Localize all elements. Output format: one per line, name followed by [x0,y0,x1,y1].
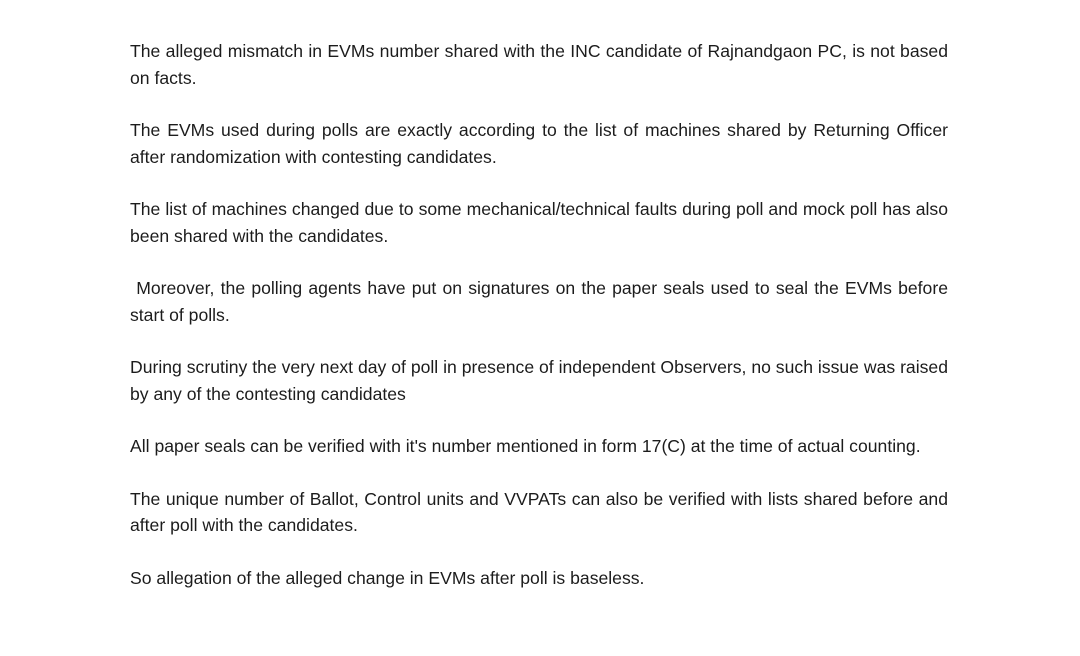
paragraph-paper-seals: All paper seals can be verified with it's number mentioned in form 17(C) at the time of actual counting. [130,436,921,456]
document-body [130,38,948,617]
paragraph-evm-list: The EVMs used during polls are exactly according to the list of machines shared by Returning Officer after randomization with contesting candidates. [130,120,948,167]
paragraph-conclusion: So allegation of the alleged change in EVMs after poll is baseless. [130,567,645,588]
paragraph-machines-changed: The list of machines changed due to some mechanical/technical faults during poll and mock poll has also been shared with the candidates. [130,199,948,246]
paragraph-evm-mismatch: The alleged mismatch in EVMs number shared with the INC candidate of Rajnandgaon PC, is not based on facts. [130,41,948,88]
paragraph-polling-agents: Moreover, the polling agents have put on signatures on the paper seals used to seal the EVMs before start of polls. [130,278,948,325]
paragraph-unique-number: The unique number of Ballot, Control units and VVPATs can also be verified with lists shared before and after poll with the candidates. [130,488,948,535]
paragraph-scrutiny: During scrutiny the very next day of poll in presence of independent Observers, no such issue was raised by any of the contesting candidates [130,357,948,404]
